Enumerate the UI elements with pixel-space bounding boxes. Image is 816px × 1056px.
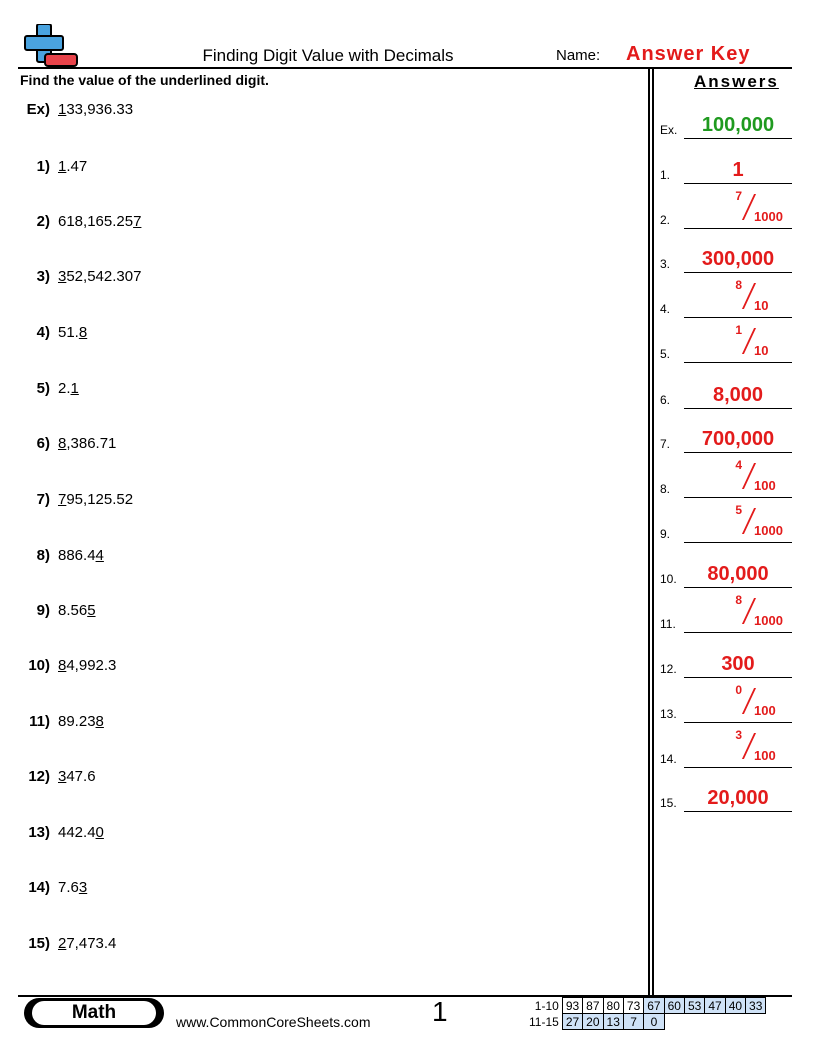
fraction-numerator: 0 — [735, 683, 742, 697]
answer-fraction — [684, 189, 792, 227]
score-row-label: 1-10 — [534, 998, 559, 1013]
answer-line — [684, 317, 792, 318]
fraction-numerator: 8 — [735, 593, 742, 607]
problem-item — [20, 657, 116, 674]
problem-item — [20, 213, 141, 230]
answer-line — [684, 452, 792, 453]
answer-line — [684, 722, 792, 723]
fraction-slash — [742, 196, 754, 198]
fraction-numerator: 4 — [735, 458, 742, 472]
answer-row — [660, 593, 792, 633]
number-part: 442.4 — [58, 824, 96, 841]
answer-row — [660, 278, 792, 318]
answer-line — [684, 542, 792, 543]
problem-item — [20, 101, 133, 118]
fraction-denominator: 100 — [754, 748, 776, 763]
score-cell: 13 — [603, 1014, 623, 1030]
score-cell: 93 — [562, 998, 582, 1014]
problem-item — [20, 380, 79, 397]
answer-row — [660, 369, 792, 409]
fraction-numerator: 7 — [735, 189, 742, 203]
underlined-digit: 1 — [70, 380, 79, 397]
answer-line — [684, 408, 792, 409]
page-title: Finding Digit Value with Decimals — [202, 46, 454, 65]
fraction-denominator: 100 — [754, 703, 776, 718]
score-cell: 0 — [644, 1014, 664, 1030]
fraction-slash — [742, 285, 754, 287]
answer-label: 13. — [660, 707, 677, 721]
underlined-digit: 8 — [95, 713, 104, 730]
answer-label: 11. — [660, 617, 676, 631]
answer-value: 8,000 — [712, 384, 764, 406]
answer-fraction — [684, 593, 792, 631]
page-number: 1 — [432, 996, 448, 1027]
answer-row — [660, 413, 792, 453]
answer-value: 300,000 — [701, 248, 775, 270]
answer-value: 80,000 — [707, 563, 769, 585]
problem-number: 1) — [36, 158, 50, 175]
number-part: ,386.71 — [66, 435, 117, 452]
problem-item — [20, 879, 87, 896]
answer-value: 1 — [732, 159, 744, 181]
answer-label: 15. — [660, 796, 677, 810]
answer-line — [684, 228, 792, 229]
fraction-slash — [742, 690, 754, 692]
problem-number: 2) — [36, 213, 50, 230]
score-cell: 33 — [746, 998, 766, 1014]
answer-value: 300 — [721, 653, 755, 675]
score-table — [526, 997, 766, 1030]
answer-line — [684, 811, 792, 812]
answer-label: 4. — [660, 302, 671, 316]
problem-number: 9) — [36, 602, 50, 619]
answers-heading: Answers — [694, 72, 779, 91]
answer-label: 14. — [660, 752, 677, 766]
answer-row — [660, 189, 792, 229]
underlined-digit: 3 — [78, 879, 88, 896]
answer-label: 10. — [660, 572, 677, 586]
answer-line — [684, 183, 792, 184]
answer-label: 5. — [660, 347, 671, 361]
number-part: 7.6 — [58, 879, 79, 896]
number-part: 886.4 — [58, 547, 96, 564]
answer-line — [684, 497, 792, 498]
instructions: Find the value of the underlined digit. — [20, 72, 269, 88]
problem-number: 15) — [28, 935, 50, 952]
number-part: 52,542.307 — [66, 268, 142, 285]
answer-value: 100,000 — [701, 114, 775, 136]
problem-item — [20, 435, 116, 452]
answer-label: 6. — [660, 393, 671, 407]
answer-row — [660, 683, 792, 723]
answer-row — [660, 638, 792, 678]
problem-number: 6) — [36, 435, 50, 452]
score-cell: 80 — [603, 998, 623, 1014]
score-row — [526, 1014, 766, 1030]
answer-value: 700,000 — [701, 428, 775, 450]
score-row-label: 11-15 — [529, 1014, 559, 1029]
problem-number: 3) — [36, 268, 50, 285]
problem-number: 10) — [28, 657, 50, 674]
problem-item — [20, 768, 96, 785]
problem-number: 12) — [28, 768, 50, 785]
answer-line — [684, 138, 792, 139]
problem-item — [20, 324, 87, 341]
number-part: 8.56 — [58, 602, 88, 619]
problem-number: 5) — [36, 380, 50, 397]
site-url: www.CommonCoreSheets.com — [176, 1014, 371, 1030]
fraction-slash — [742, 465, 754, 467]
underlined-digit: 7 — [133, 213, 142, 230]
answer-label: 12. — [660, 662, 677, 676]
fraction-slash — [742, 510, 754, 512]
underlined-digit: 8 — [78, 324, 88, 341]
number-part: 4,992.3 — [66, 657, 117, 674]
score-cell: 53 — [684, 998, 704, 1014]
answer-value: 20,000 — [707, 787, 769, 809]
score-cell: 7 — [623, 1014, 643, 1030]
fraction-numerator: 8 — [735, 278, 742, 292]
problem-number: 7) — [36, 491, 50, 508]
answer-row — [660, 233, 792, 273]
fraction-denominator: 1000 — [754, 523, 783, 538]
score-cell: 67 — [644, 998, 664, 1014]
underlined-digit: 8 — [58, 435, 67, 452]
problem-number: 14) — [28, 879, 50, 896]
problem-number: 11) — [29, 713, 50, 730]
fraction-numerator: 1 — [735, 323, 742, 337]
answer-line — [684, 677, 792, 678]
score-cell: 47 — [705, 998, 725, 1014]
answer-row — [660, 99, 792, 139]
answer-fraction — [684, 278, 792, 316]
underlined-digit: 8 — [58, 657, 67, 674]
column-divider — [652, 69, 654, 996]
fraction-denominator: 1000 — [754, 209, 783, 224]
number-part: 95,125.52 — [66, 491, 134, 508]
column-divider — [648, 69, 650, 996]
answer-row — [660, 548, 792, 588]
problem-item — [20, 158, 87, 175]
answer-label: 1. — [660, 168, 671, 182]
number-part: 51. — [58, 324, 79, 341]
answer-fraction — [684, 683, 792, 721]
problem-item — [20, 268, 141, 285]
number-part: 7,473.4 — [66, 935, 117, 952]
underlined-digit: 5 — [87, 602, 96, 619]
answer-line — [684, 767, 792, 768]
problem-number: 13) — [28, 824, 50, 841]
answer-label: 3. — [660, 257, 671, 271]
fraction-numerator: 3 — [735, 728, 742, 742]
underlined-digit: 3 — [58, 268, 67, 285]
underlined-digit: 7 — [58, 491, 67, 508]
underlined-digit: 4 — [95, 547, 104, 564]
problem-item — [20, 824, 104, 841]
problem-item — [20, 602, 96, 619]
score-row — [526, 998, 766, 1014]
fraction-denominator: 10 — [754, 298, 769, 313]
answer-label: Ex. — [660, 123, 678, 137]
problem-number: 8) — [36, 547, 50, 564]
subject-badge-label: Math — [32, 1001, 156, 1025]
number-part: 33,936.33 — [66, 101, 134, 118]
problem-item — [20, 935, 116, 952]
answer-label: 8. — [660, 482, 671, 496]
answer-line — [684, 587, 792, 588]
answer-fraction — [684, 458, 792, 496]
answer-line — [684, 362, 792, 363]
fraction-denominator: 100 — [754, 478, 776, 493]
answer-row — [660, 458, 792, 498]
answer-label: 2. — [660, 213, 671, 227]
problem-item — [20, 713, 104, 730]
score-cell: 40 — [725, 998, 745, 1014]
answer-row — [660, 144, 792, 184]
number-part: 89.23 — [58, 713, 96, 730]
answer-label: 9. — [660, 527, 671, 541]
problem-item — [20, 491, 133, 508]
number-part: 47.6 — [66, 768, 96, 785]
name-label: Name: — [556, 47, 601, 64]
underlined-digit: 0 — [95, 824, 104, 841]
underlined-digit: 1 — [58, 101, 67, 118]
answer-row — [660, 728, 792, 768]
answer-fraction — [684, 728, 792, 766]
underlined-digit: 1 — [58, 158, 67, 175]
number-part: 2. — [58, 380, 71, 397]
fraction-numerator: 5 — [735, 503, 742, 517]
score-cell: 60 — [664, 998, 684, 1014]
problem-item — [20, 547, 104, 564]
problem-number: Ex) — [26, 101, 50, 118]
answer-fraction — [684, 323, 792, 361]
answer-row — [660, 772, 792, 812]
header-divider — [18, 67, 792, 69]
problem-number: 4) — [36, 324, 50, 341]
answer-row — [660, 503, 792, 543]
answer-fraction — [684, 503, 792, 541]
answer-row — [660, 323, 792, 363]
fraction-denominator: 10 — [754, 343, 769, 358]
score-cell: 20 — [583, 1014, 603, 1030]
fraction-slash — [742, 600, 754, 602]
answer-line — [684, 272, 792, 273]
underlined-digit: 2 — [58, 935, 67, 952]
fraction-slash — [742, 735, 754, 737]
answer-label: 7. — [660, 437, 671, 451]
underlined-digit: 3 — [58, 768, 67, 785]
fraction-denominator: 1000 — [754, 613, 783, 628]
number-part: 618,165.25 — [58, 213, 134, 230]
fraction-slash — [742, 330, 754, 332]
score-cell: 73 — [623, 998, 643, 1014]
answer-line — [684, 632, 792, 633]
number-part: .47 — [66, 158, 88, 175]
name-value: Answer Key — [626, 43, 751, 65]
score-cell: 87 — [583, 998, 603, 1014]
score-cell: 27 — [562, 1014, 582, 1030]
